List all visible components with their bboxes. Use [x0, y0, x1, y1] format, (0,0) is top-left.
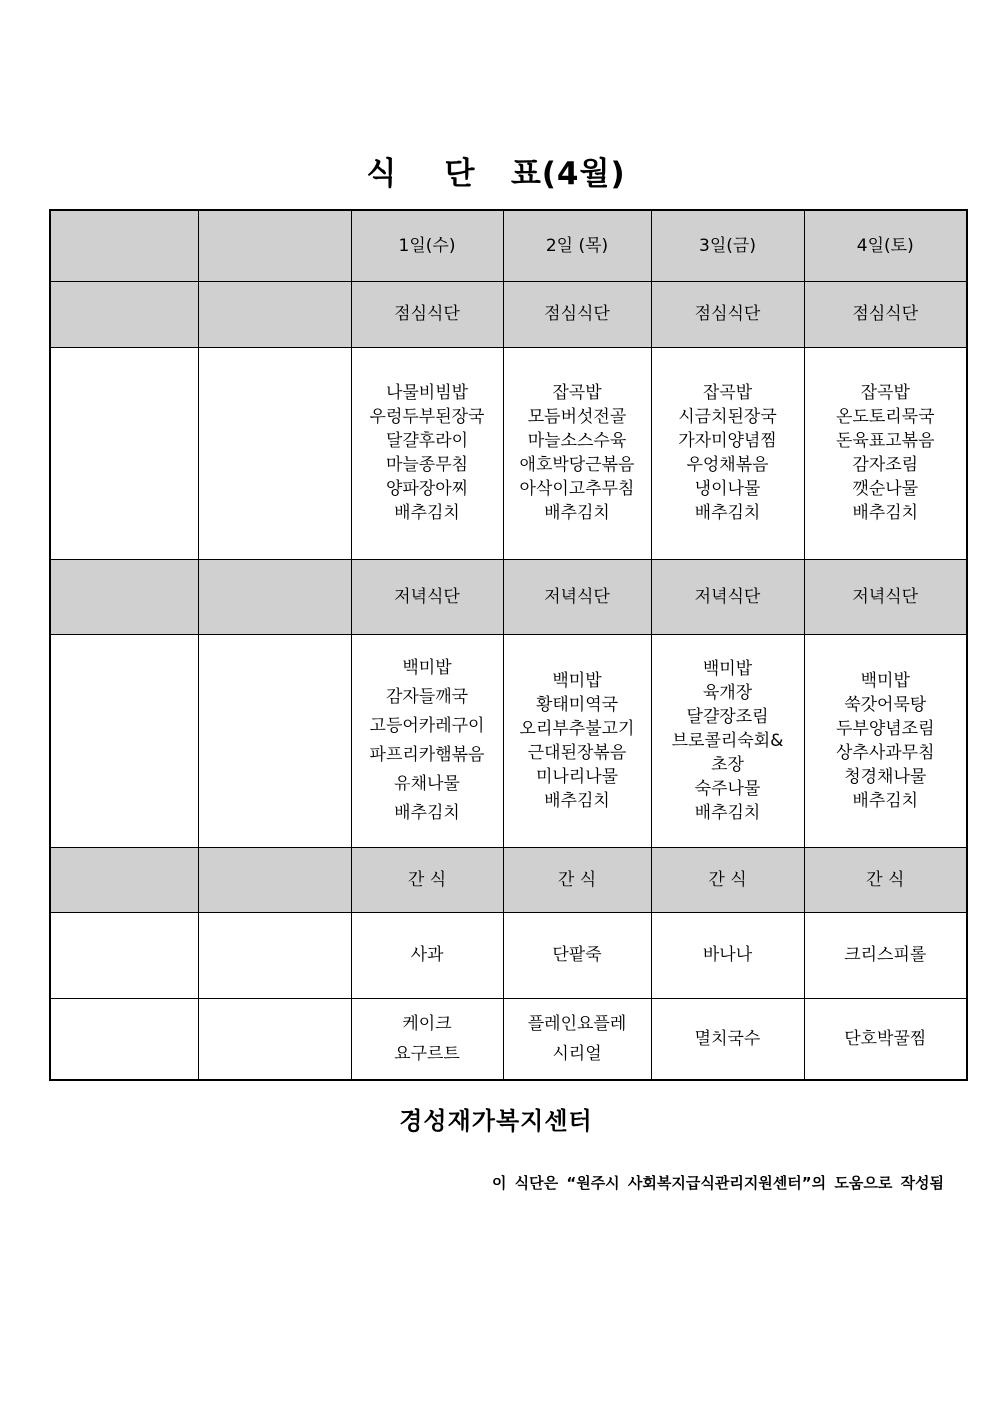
dinner-menu-day-2: [503, 634, 651, 847]
snack-item: 멸치국수: [694, 1028, 761, 1049]
dinner-header-day-2: 저녁식단: [503, 559, 651, 634]
snack2-day-3: [651, 998, 804, 1080]
menu-item: 근대된장볶음: [527, 742, 627, 763]
snack-item: 플레인요플레: [527, 1013, 627, 1034]
snack-header-day-3: 간 식: [651, 847, 804, 912]
menu-item: 숙주나물: [694, 778, 761, 799]
menu-item: 청경채나물: [844, 766, 927, 787]
menu-item: 잡곡밥: [552, 383, 602, 403]
menu-item: 배추김치: [394, 802, 460, 823]
snack2-day-1: [351, 998, 503, 1080]
menu-item: 우엉채볶음: [686, 455, 769, 475]
menu-item: 감자조림: [852, 455, 919, 475]
menu-item: 마늘종무침: [385, 455, 469, 475]
snack-item: 시리얼: [552, 1043, 602, 1064]
dinner-header-day-1: 저녁식단: [351, 559, 503, 634]
menu-item: 쑥갓어묵탕: [844, 694, 927, 715]
menu-item: 황태미역국: [535, 694, 619, 715]
lunch-menu-day-2: [503, 347, 651, 559]
snack-row-2: [50, 998, 967, 1080]
menu-item: 잡곡밥: [702, 383, 753, 403]
dinner-menu-day-3: [651, 634, 804, 847]
menu-item: 배추김치: [544, 503, 610, 523]
date-day-4: 4일(토): [804, 210, 967, 281]
lunch-menu-day-3: [651, 347, 804, 559]
menu-item: 미나리나물: [535, 766, 619, 787]
blank-cell: [50, 210, 198, 281]
menu-item: 달걀장조림: [686, 706, 769, 727]
lunch-menu-row: [50, 347, 967, 559]
lunch-header-day-3: 점심식단: [651, 281, 804, 347]
menu-item: 브로콜리숙회&: [671, 730, 784, 751]
meal-plan-table: [49, 209, 968, 1081]
blank-cell: [198, 847, 351, 912]
blank-cell: [198, 912, 351, 998]
menu-item: 잡곡밥: [860, 383, 910, 403]
menu-item: 유채나물: [394, 773, 460, 794]
menu-item: 배추김치: [852, 790, 919, 811]
snack1-day-1: 사과: [351, 912, 503, 998]
menu-item: 초장: [711, 754, 744, 775]
dinner-menu-row: [50, 634, 967, 847]
menu-item: 가자미양념찜: [678, 431, 777, 451]
blank-cell: [50, 347, 198, 559]
dinner-header-day-3: 저녁식단: [651, 559, 804, 634]
lunch-header-day-2: 점심식단: [503, 281, 651, 347]
blank-cell: [50, 912, 198, 998]
footnote: 이 식단은 “원주시 사회복지급식관리지원센터”의 도움으로 작성됨: [491, 1174, 944, 1192]
dinner-header-row: [50, 559, 967, 634]
dinner-menu-day-1: [351, 634, 503, 847]
menu-item: 시금치된장국: [678, 407, 777, 427]
menu-item: 두부양념조림: [835, 718, 935, 739]
snack1-day-3: 바나나: [651, 912, 804, 998]
snack-item: 단호박꿀찜: [844, 1028, 927, 1049]
snack2-day-2: [503, 998, 651, 1080]
menu-item: 육개장: [702, 682, 753, 703]
menu-item: 백미밥: [402, 657, 452, 678]
menu-item: 배추김치: [694, 503, 761, 523]
dinner-menu-day-4: [804, 634, 967, 847]
menu-item: 냉이나물: [694, 479, 761, 499]
blank-cell: [50, 634, 198, 847]
date-day-3: 3일(금): [651, 210, 804, 281]
blank-cell: [50, 559, 198, 634]
page-title: 식 단 표(4월): [366, 156, 626, 192]
blank-cell: [198, 347, 351, 559]
blank-cell: [50, 998, 198, 1080]
blank-cell: [50, 847, 198, 912]
menu-item: 우렁두부된장국: [369, 407, 485, 427]
snack-header-row: [50, 847, 967, 912]
blank-cell: [50, 281, 198, 347]
blank-cell: [198, 210, 351, 281]
menu-item: 고등어카레구이: [369, 715, 485, 736]
snack1-day-2: 단팥죽: [503, 912, 651, 998]
date-day-1: 1일(수): [351, 210, 503, 281]
blank-cell: [198, 634, 351, 847]
lunch-menu-day-4: [804, 347, 967, 559]
menu-item: 애호박당근볶음: [519, 455, 635, 475]
menu-item: 배추김치: [394, 503, 460, 523]
date-header-row: [50, 210, 967, 281]
snack-row-1: [50, 912, 967, 998]
menu-item: 배추김치: [544, 790, 610, 811]
menu-item: 마늘소스수육: [527, 431, 627, 451]
snack-item: 요구르트: [394, 1043, 460, 1064]
lunch-menu-day-1: [351, 347, 503, 559]
blank-cell: [198, 998, 351, 1080]
menu-item: 오리부추불고기: [519, 718, 635, 739]
menu-item: 돈육표고볶음: [835, 431, 935, 451]
blank-cell: [198, 281, 351, 347]
center-name: 경성재가복지센터: [399, 1107, 593, 1135]
menu-item: 온도토리묵국: [835, 407, 935, 427]
snack-header-day-1: 간 식: [351, 847, 503, 912]
snack-header-day-2: 간 식: [503, 847, 651, 912]
snack1-day-4: 크리스피롤: [804, 912, 967, 998]
date-day-2: 2일 (목): [503, 210, 651, 281]
menu-item: 백미밥: [860, 670, 910, 691]
menu-item: 배추김치: [694, 802, 761, 823]
menu-item: 상추사과무침: [835, 742, 935, 763]
menu-item: 나물비빔밥: [385, 383, 469, 403]
snack-item: 케이크: [402, 1013, 452, 1034]
menu-item: 파프리카햄볶음: [369, 744, 485, 765]
menu-item: 달걀후라이: [385, 431, 469, 451]
snack2-day-4: [804, 998, 967, 1080]
menu-item: 양파장아찌: [385, 479, 469, 499]
menu-item: 배추김치: [852, 503, 919, 523]
menu-item: 백미밥: [702, 658, 753, 679]
menu-item: 깻순나물: [852, 479, 919, 499]
lunch-header-day-4: 점심식단: [804, 281, 967, 347]
blank-cell: [198, 559, 351, 634]
lunch-header-row: [50, 281, 967, 347]
snack-header-day-4: 간 식: [804, 847, 967, 912]
menu-item: 감자들깨국: [385, 686, 469, 707]
dinner-header-day-4: 저녁식단: [804, 559, 967, 634]
menu-item: 백미밥: [552, 670, 602, 691]
menu-item: 아삭이고추무침: [519, 479, 635, 499]
lunch-header-day-1: 점심식단: [351, 281, 503, 347]
menu-item: 모듬버섯전골: [527, 407, 627, 427]
